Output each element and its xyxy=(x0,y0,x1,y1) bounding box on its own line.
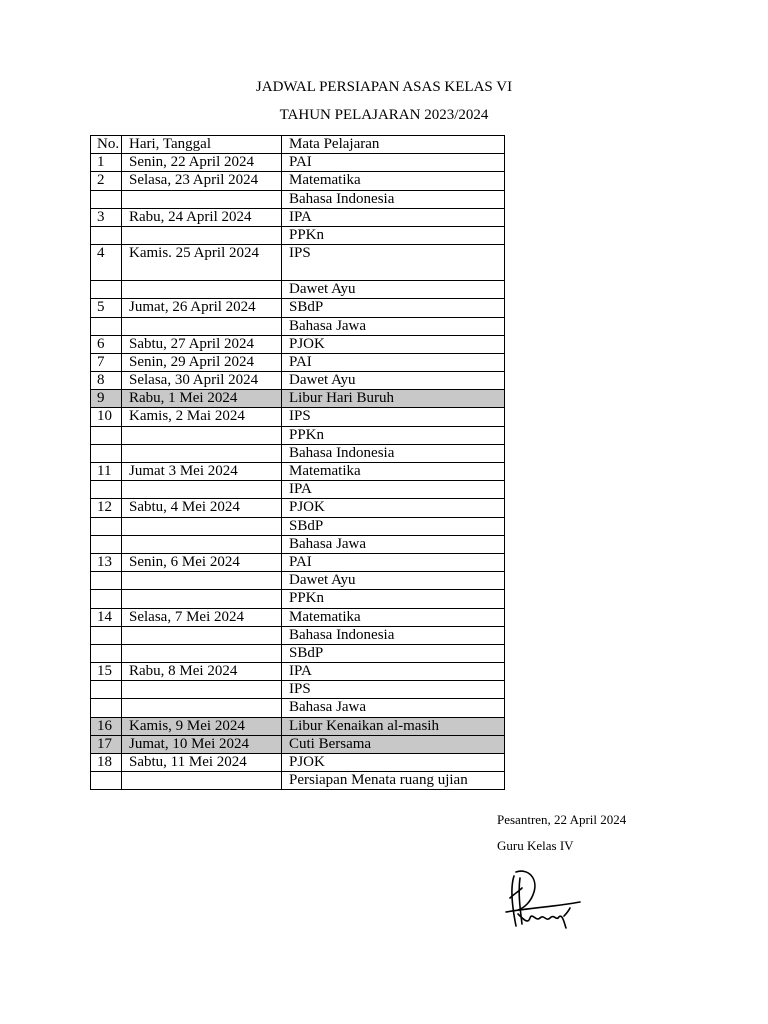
row-subject: PPKn xyxy=(282,426,505,444)
row-subject: IPS xyxy=(282,408,505,426)
row-number xyxy=(91,281,122,299)
row-subject: PAI xyxy=(282,154,505,172)
row-number xyxy=(91,226,122,244)
row-number xyxy=(91,590,122,608)
table-row xyxy=(91,644,505,662)
row-date xyxy=(122,699,282,717)
place-date: Pesantren, 22 April 2024 xyxy=(497,812,627,827)
table-row xyxy=(91,426,505,444)
table-row xyxy=(91,281,505,299)
row-number: 16 xyxy=(91,717,122,735)
row-subject: SBdP xyxy=(282,299,505,317)
row-date xyxy=(122,190,282,208)
row-date: Kamis, 9 Mei 2024 xyxy=(122,717,282,735)
row-subject: Dawet Ayu xyxy=(282,281,505,299)
column-header-no: No. xyxy=(91,136,122,154)
row-date: Selasa, 23 April 2024 xyxy=(122,172,282,190)
row-subject: IPA xyxy=(282,663,505,681)
table-row xyxy=(91,372,505,390)
row-date xyxy=(122,481,282,499)
row-number: 8 xyxy=(91,372,122,390)
row-date: Jumat 3 Mei 2024 xyxy=(122,463,282,481)
table-row xyxy=(91,590,505,608)
table-row xyxy=(91,572,505,590)
table-row xyxy=(91,663,505,681)
row-date xyxy=(122,572,282,590)
row-subject: Matematika xyxy=(282,172,505,190)
row-subject: PPKn xyxy=(282,590,505,608)
table-row xyxy=(91,499,505,517)
table-row xyxy=(91,390,505,408)
row-date: Kamis, 2 Mai 2024 xyxy=(122,408,282,426)
row-number: 6 xyxy=(91,335,122,353)
row-number xyxy=(91,481,122,499)
row-date: Kamis. 25 April 2024 xyxy=(122,245,282,281)
row-number xyxy=(91,444,122,462)
document-title: JADWAL PERSIAPAN ASAS KELAS VI xyxy=(255,79,513,95)
row-date: Senin, 6 Mei 2024 xyxy=(122,553,282,571)
row-date: Sabtu, 27 April 2024 xyxy=(122,335,282,353)
row-date xyxy=(122,681,282,699)
table-row xyxy=(91,535,505,553)
row-subject: Matematika xyxy=(282,608,505,626)
row-date xyxy=(122,317,282,335)
row-subject: Dawet Ayu xyxy=(282,372,505,390)
row-number xyxy=(91,190,122,208)
row-subject: PJOK xyxy=(282,754,505,772)
row-date xyxy=(122,426,282,444)
row-number xyxy=(91,572,122,590)
row-number: 18 xyxy=(91,754,122,772)
table-row xyxy=(91,208,505,226)
row-date xyxy=(122,444,282,462)
row-subject: PJOK xyxy=(282,335,505,353)
row-subject: Bahasa Indonesia xyxy=(282,190,505,208)
row-date: Selasa, 30 April 2024 xyxy=(122,372,282,390)
row-subject: SBdP xyxy=(282,517,505,535)
row-date: Jumat, 10 Mei 2024 xyxy=(122,735,282,753)
signer-role: Guru Kelas IV xyxy=(497,838,574,853)
row-date xyxy=(122,226,282,244)
row-number xyxy=(91,426,122,444)
table-header-row xyxy=(91,136,505,154)
row-date: Rabu, 1 Mei 2024 xyxy=(122,390,282,408)
row-number: 15 xyxy=(91,663,122,681)
schedule-table xyxy=(90,135,505,790)
table-row xyxy=(91,481,505,499)
row-date: Jumat, 26 April 2024 xyxy=(122,299,282,317)
row-subject: IPA xyxy=(282,208,505,226)
document-subtitle: TAHUN PELAJARAN 2023/2024 xyxy=(279,107,489,123)
table-row xyxy=(91,353,505,371)
row-number xyxy=(91,644,122,662)
table-row xyxy=(91,608,505,626)
table-row xyxy=(91,553,505,571)
table-row xyxy=(91,463,505,481)
row-number: 10 xyxy=(91,408,122,426)
table-row xyxy=(91,317,505,335)
row-date: Senin, 29 April 2024 xyxy=(122,353,282,371)
row-date xyxy=(122,772,282,790)
row-subject: Libur Kenaikan al-masih xyxy=(282,717,505,735)
column-header-subject: Mata Pelajaran xyxy=(282,136,505,154)
row-number xyxy=(91,317,122,335)
row-subject: SBdP xyxy=(282,644,505,662)
row-subject: PAI xyxy=(282,553,505,571)
row-subject: IPS xyxy=(282,245,505,281)
table-row xyxy=(91,335,505,353)
row-number xyxy=(91,772,122,790)
row-date xyxy=(122,590,282,608)
table-row xyxy=(91,754,505,772)
table-row xyxy=(91,517,505,535)
row-number: 11 xyxy=(91,463,122,481)
table-row xyxy=(91,172,505,190)
table-row xyxy=(91,444,505,462)
table-row xyxy=(91,190,505,208)
table-row xyxy=(91,681,505,699)
row-subject: Bahasa Jawa xyxy=(282,699,505,717)
row-number xyxy=(91,681,122,699)
column-header-date: Hari, Tanggal xyxy=(122,136,282,154)
row-number: 7 xyxy=(91,353,122,371)
row-date xyxy=(122,281,282,299)
table-row xyxy=(91,245,505,281)
table-row xyxy=(91,299,505,317)
row-number: 4 xyxy=(91,245,122,281)
table-row xyxy=(91,226,505,244)
row-date xyxy=(122,517,282,535)
table-row xyxy=(91,626,505,644)
row-number: 1 xyxy=(91,154,122,172)
row-subject: PPKn xyxy=(282,226,505,244)
row-number: 13 xyxy=(91,553,122,571)
row-subject: Bahasa Indonesia xyxy=(282,626,505,644)
row-subject: Libur Hari Buruh xyxy=(282,390,505,408)
row-date: Selasa, 7 Mei 2024 xyxy=(122,608,282,626)
row-date: Rabu, 8 Mei 2024 xyxy=(122,663,282,681)
table-row xyxy=(91,717,505,735)
row-date xyxy=(122,626,282,644)
row-date: Rabu, 24 April 2024 xyxy=(122,208,282,226)
table-row xyxy=(91,154,505,172)
row-number: 12 xyxy=(91,499,122,517)
row-subject: Cuti Bersama xyxy=(282,735,505,753)
row-date: Sabtu, 4 Mei 2024 xyxy=(122,499,282,517)
signature xyxy=(500,868,586,932)
row-subject: Matematika xyxy=(282,463,505,481)
row-subject: PJOK xyxy=(282,499,505,517)
table-row xyxy=(91,735,505,753)
row-date: Senin, 22 April 2024 xyxy=(122,154,282,172)
row-date xyxy=(122,644,282,662)
row-number xyxy=(91,699,122,717)
table-row xyxy=(91,772,505,790)
table-row xyxy=(91,408,505,426)
row-subject: IPA xyxy=(282,481,505,499)
row-number xyxy=(91,517,122,535)
row-subject: Persiapan Menata ruang ujian xyxy=(282,772,505,790)
row-number: 2 xyxy=(91,172,122,190)
row-subject: IPS xyxy=(282,681,505,699)
row-number: 3 xyxy=(91,208,122,226)
row-date: Sabtu, 11 Mei 2024 xyxy=(122,754,282,772)
row-date xyxy=(122,535,282,553)
row-subject: Dawet Ayu xyxy=(282,572,505,590)
row-subject: Bahasa Jawa xyxy=(282,535,505,553)
row-number: 5 xyxy=(91,299,122,317)
row-subject: Bahasa Jawa xyxy=(282,317,505,335)
table-row xyxy=(91,699,505,717)
row-number: 14 xyxy=(91,608,122,626)
row-number: 17 xyxy=(91,735,122,753)
row-number xyxy=(91,535,122,553)
row-subject: Bahasa Indonesia xyxy=(282,444,505,462)
row-number: 9 xyxy=(91,390,122,408)
row-subject: PAI xyxy=(282,353,505,371)
row-number xyxy=(91,626,122,644)
